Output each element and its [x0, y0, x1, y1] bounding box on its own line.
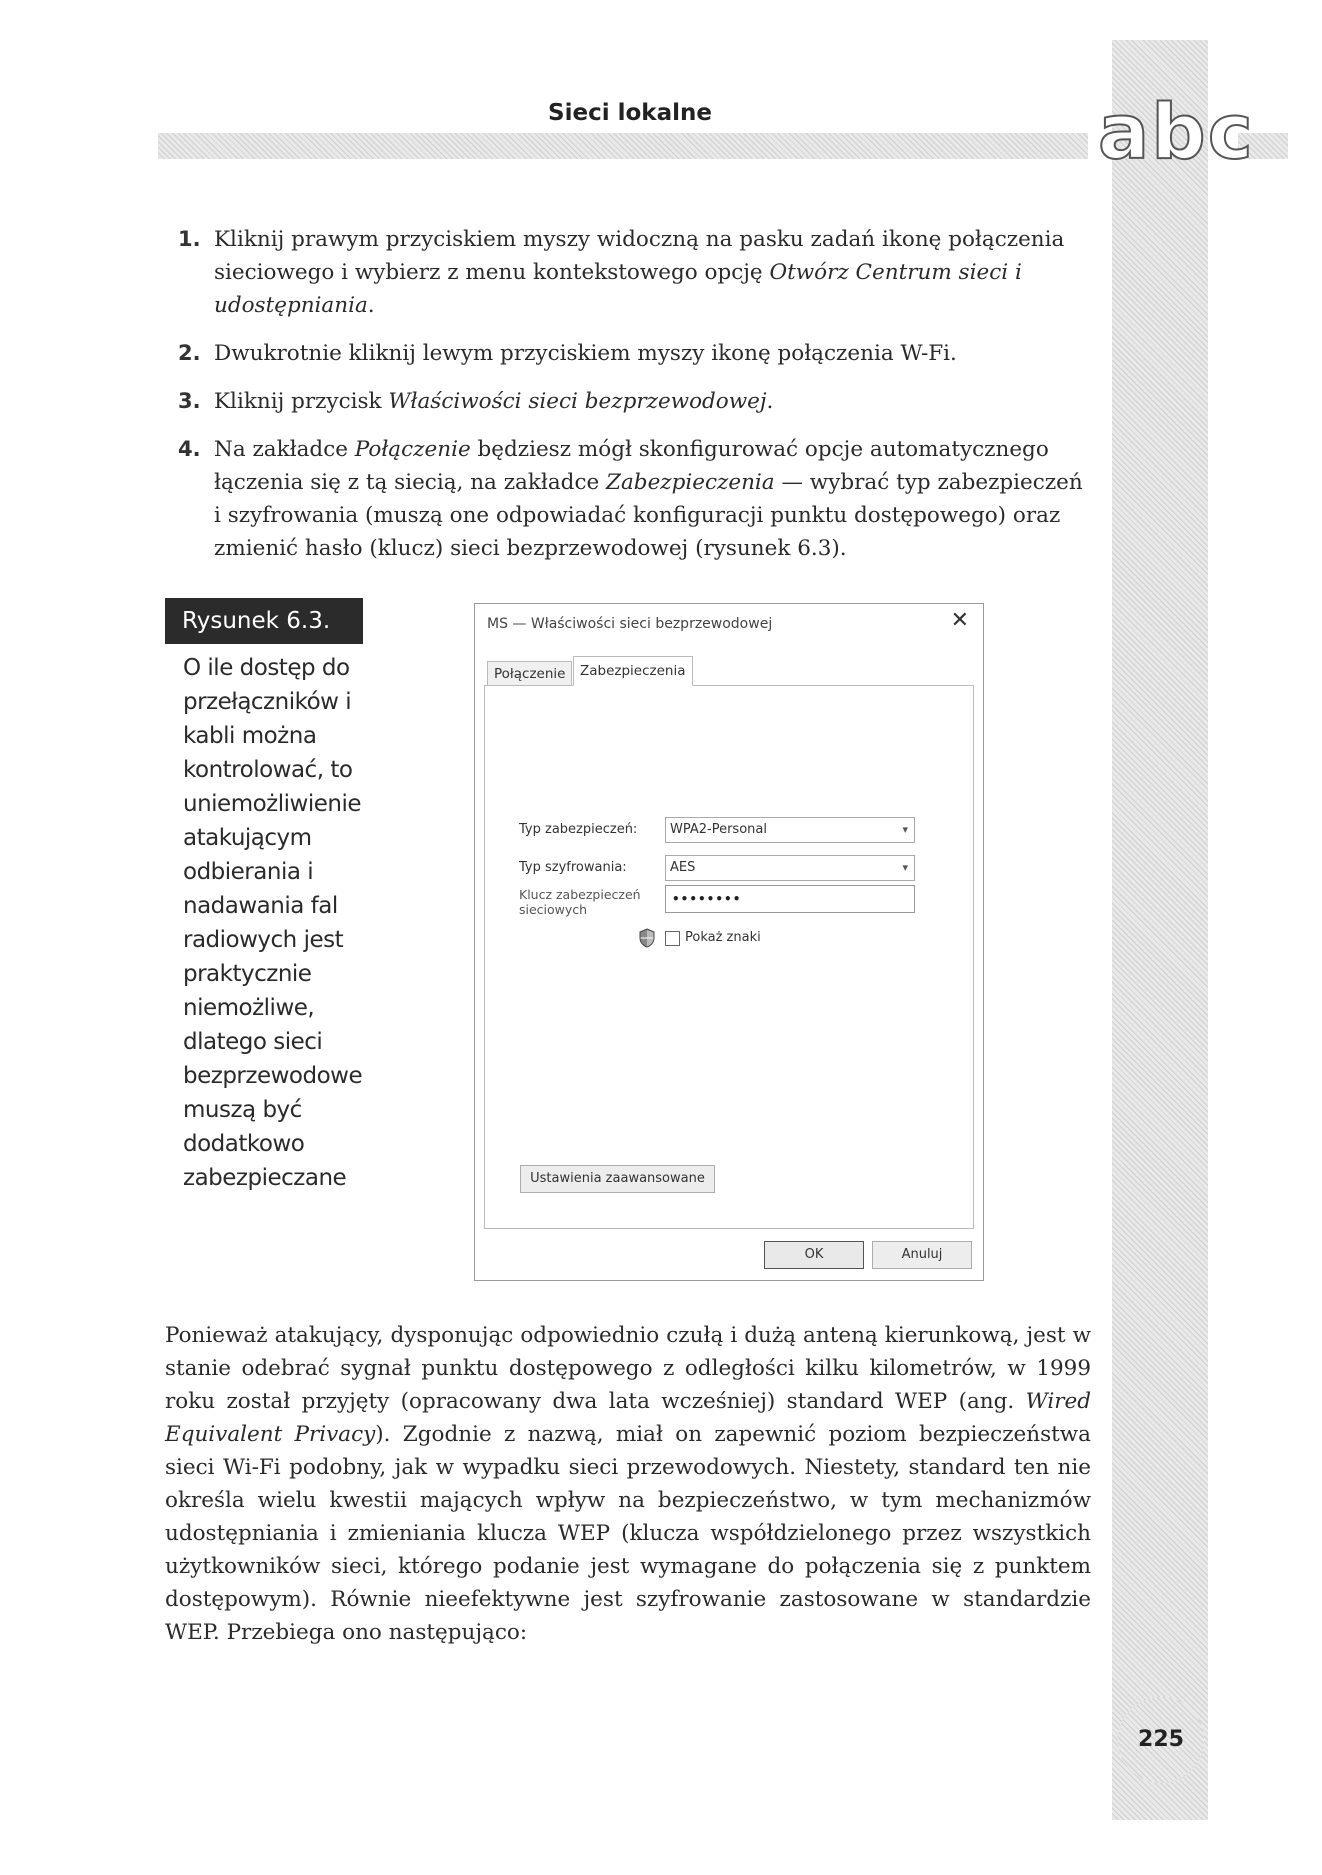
steps-list — [172, 223, 1092, 580]
chevron-down-icon: ▾ — [902, 823, 908, 836]
header-band — [158, 133, 1088, 159]
tab-security[interactable]: Zabezpieczenia — [573, 656, 693, 686]
ok-button[interactable]: OK — [764, 1241, 864, 1269]
step-number: 3. — [178, 389, 201, 413]
chevron-down-icon: ▾ — [902, 861, 908, 874]
dialog-title: MS — Właściwości sieci bezprzewodowej — [487, 616, 773, 632]
show-characters-checkbox[interactable] — [665, 931, 680, 946]
tab-connection[interactable]: Połączenie — [487, 661, 572, 686]
cancel-button[interactable]: Anuluj — [872, 1241, 972, 1269]
step-number: 2. — [178, 341, 201, 365]
figure-description: O ile dostęp do przełączników i kabli można kontrolować, to uniemożliwienie atakującym odbierania i nadawania fal radiowych jest praktycznie niemożliwe, dlatego sieci bezprzewodowe muszą być dodatkowo zabezpieczane — [183, 655, 363, 1191]
show-characters-label: Pokaż znaki — [685, 930, 761, 945]
step-number: 1. — [178, 227, 201, 251]
advanced-settings-button[interactable]: Ustawienia zaawansowane — [520, 1165, 715, 1193]
step-1: 1. Kliknij prawym przyciskiem myszy widoczną na pasku zadań ikonę połączenia sieciowego i wybierz z menu kontekstowego opcję Otwórz Centrum sieci i udostępniania. — [172, 223, 1092, 322]
step-2: 2. Dwukrotnie kliknij lewym przyciskiem myszy ikonę połączenia W-Fi. — [172, 337, 1092, 370]
wireless-properties-dialog — [474, 603, 984, 1281]
security-type-select[interactable] — [665, 817, 915, 843]
step-3: 3. Kliknij przycisk Właściwości sieci bezprzewodowej. — [172, 385, 1092, 418]
body-paragraph: Ponieważ atakujący, dysponując odpowiednio czułą i dużą anteną kierunkową, jest w stanie odebrać sygnał punktu dostępowego z odległości kilku kilometrów, w 1999 roku został przyjęty (opracowany dwa lata wcześniej) standard WEP (ang. Wired Equivalent Privacy). Zgodnie z nazwą, miał on zapewnić poziom bezpieczeństwa sieci Wi-Fi podobny, jak w wypadku sieci przewodowych. Niestety, standard ten nie określa wielu kwestii mających wpływ na bezpieczeństwo, w tym mechanizmów udostępniania i zmieniania klucza WEP (klucza współdzielonego przez wszystkich użytkowników sieci, którego podanie jest wymagane do połączenia się z punktem dostępowym). Równie nieefektywne jest szyfrowanie zastosowane w standardzie WEP. Przebiega ono następująco: — [165, 1323, 1091, 1645]
side-decoration-strip — [1112, 40, 1208, 1820]
encryption-type-label: Typ szyfrowania: — [519, 860, 627, 875]
network-key-input[interactable]: •••••••• — [665, 885, 915, 913]
close-icon[interactable]: ✕ — [950, 608, 969, 633]
step-number: 4. — [178, 437, 201, 461]
running-header-title: Sieci lokalne — [548, 100, 712, 126]
page-number: 225 — [1138, 1727, 1184, 1752]
abc-logo: abc — [1098, 87, 1255, 176]
security-type-value: WPA2-Personal — [670, 822, 767, 837]
shield-icon — [638, 928, 656, 948]
security-type-label: Typ zabezpieczeń: — [519, 822, 638, 837]
step-4: 4. Na zakładce Połączenie będziesz mógł skonfigurować opcje automatycznego łączenia się z tą siecią, na zakładce Zabezpieczenia — wybrać typ zabezpieczeń i szyfrowania (muszą one odpowiadać konfiguracji punktu dostępowego) oraz zmienić hasło (klucz) sieci bezprzewodowej (rysunek 6.3). — [172, 433, 1092, 565]
network-key-label: Klucz zabezpieczeń sieciowych — [519, 887, 641, 917]
encryption-type-value: AES — [670, 860, 696, 875]
security-tab-panel — [484, 685, 974, 1229]
encryption-type-select[interactable] — [665, 855, 915, 881]
figure-label: Rysunek 6.3. — [165, 598, 363, 644]
